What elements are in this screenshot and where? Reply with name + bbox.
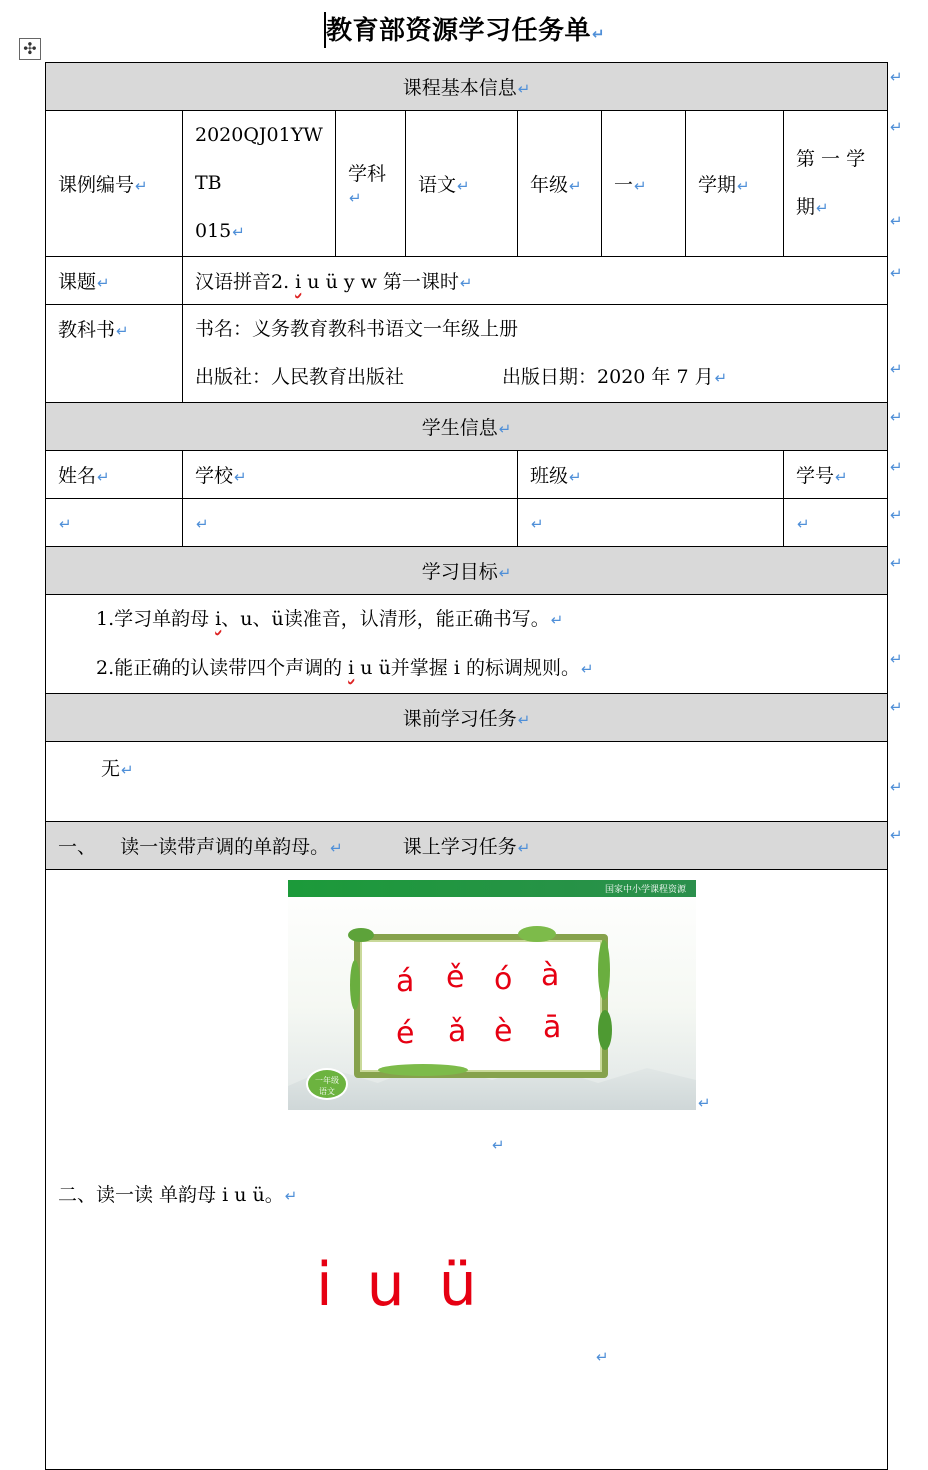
paragraph-mark: ↵ <box>492 1136 505 1154</box>
section-header-student-info: 学生信息↵ <box>46 403 888 451</box>
in-class-task-2: 二、读一读 单韵母 i u ü。↵ <box>58 1184 298 1206</box>
tone-a3: ǎ <box>448 1014 467 1049</box>
tone-o2: ó <box>494 962 513 997</box>
publisher: 出版社：人民教育出版社 <box>195 366 405 388</box>
student-name-label: 姓名↵ <box>46 451 183 499</box>
student-number-input[interactable]: ↵ <box>784 499 888 547</box>
grade-value[interactable]: 一↵ <box>602 111 686 257</box>
student-number-label: 学号↵ <box>784 451 888 499</box>
slide-top-bar <box>288 880 696 897</box>
grade-badge-logo: 一年级 语文 <box>306 1068 348 1100</box>
term-value[interactable]: 第 一 学 期↵ <box>784 111 888 257</box>
student-class-label: 班级↵ <box>518 451 784 499</box>
course-id-value[interactable]: 2020QJ01YWTB 015↵ <box>183 111 336 257</box>
tone-a2: á <box>396 964 415 999</box>
in-class-task-1: 一、 读一读带声调的单韵母。↵ <box>58 836 343 858</box>
section-header-goals: 学习目标↵ <box>46 547 888 595</box>
section-header-basic-info: 课程基本信息↵ <box>46 63 888 111</box>
course-id-label: 课例编号↵ <box>46 111 183 257</box>
topic-label: 课题↵ <box>46 257 183 305</box>
paragraph-mark: ↵ <box>596 1348 609 1366</box>
document-title: 教育部资源学习任务单↵ <box>326 16 606 46</box>
textbook-value[interactable]: 书名：义务教育教科书语文一年级上册 出版社：人民教育出版社 出版日期：2020 年 7 月↵ <box>183 305 888 403</box>
textbook-label: 教科书↵ <box>46 305 183 403</box>
tone-e2: é <box>396 1016 415 1051</box>
subject-value[interactable]: 语文↵ <box>406 111 518 257</box>
student-school-input[interactable]: ↵ <box>183 499 518 547</box>
letter-u-umlaut: ü <box>438 1250 477 1320</box>
big-pinyin-letters <box>316 1250 511 1320</box>
tone-e3: ě <box>446 960 465 995</box>
publish-date: 出版日期：2020 年 7 月 <box>502 366 714 388</box>
goals-list <box>46 595 888 694</box>
term-label: 学期↵ <box>686 111 784 257</box>
slide-source-label: 国家中小学课程资源 <box>604 885 686 895</box>
goal-1: 1.学习单韵母 i、u、ü读准音，认清形，能正确书写。↵ <box>96 608 564 630</box>
letter-i: i <box>316 1250 333 1320</box>
paragraph-mark: ↵ <box>698 1094 711 1112</box>
tone-a4: à <box>541 958 560 993</box>
slide-vine-frame <box>354 934 608 1078</box>
book-name: 书名：义务教育教科书语文一年级上册 <box>195 318 519 340</box>
table-move-handle-icon[interactable]: ✣ <box>19 38 41 60</box>
section-header-pre-task: 课前学习任务↵ <box>46 694 888 742</box>
section-header-in-class-task: 课上学习任务↵ <box>46 822 888 870</box>
letter-u: u <box>366 1250 405 1320</box>
student-class-input[interactable]: ↵ <box>518 499 784 547</box>
goal-2: 2.能正确的认读带四个声调的 i u ü并掌握 i 的标调规则。↵ <box>96 657 594 679</box>
tone-e4: è <box>494 1014 513 1049</box>
pre-task-content[interactable]: 无↵ <box>46 742 888 822</box>
grade-label: 年级↵ <box>518 111 602 257</box>
tone-a1: ā <box>543 1010 562 1045</box>
student-school-label: 学校↵ <box>183 451 518 499</box>
topic-value[interactable]: 汉语拼音2. i u ü y w 第一课时↵ <box>183 257 888 305</box>
lesson-slide-image <box>288 880 696 1110</box>
subject-label: 学科↵ <box>336 111 406 257</box>
student-name-input[interactable]: ↵ <box>46 499 183 547</box>
